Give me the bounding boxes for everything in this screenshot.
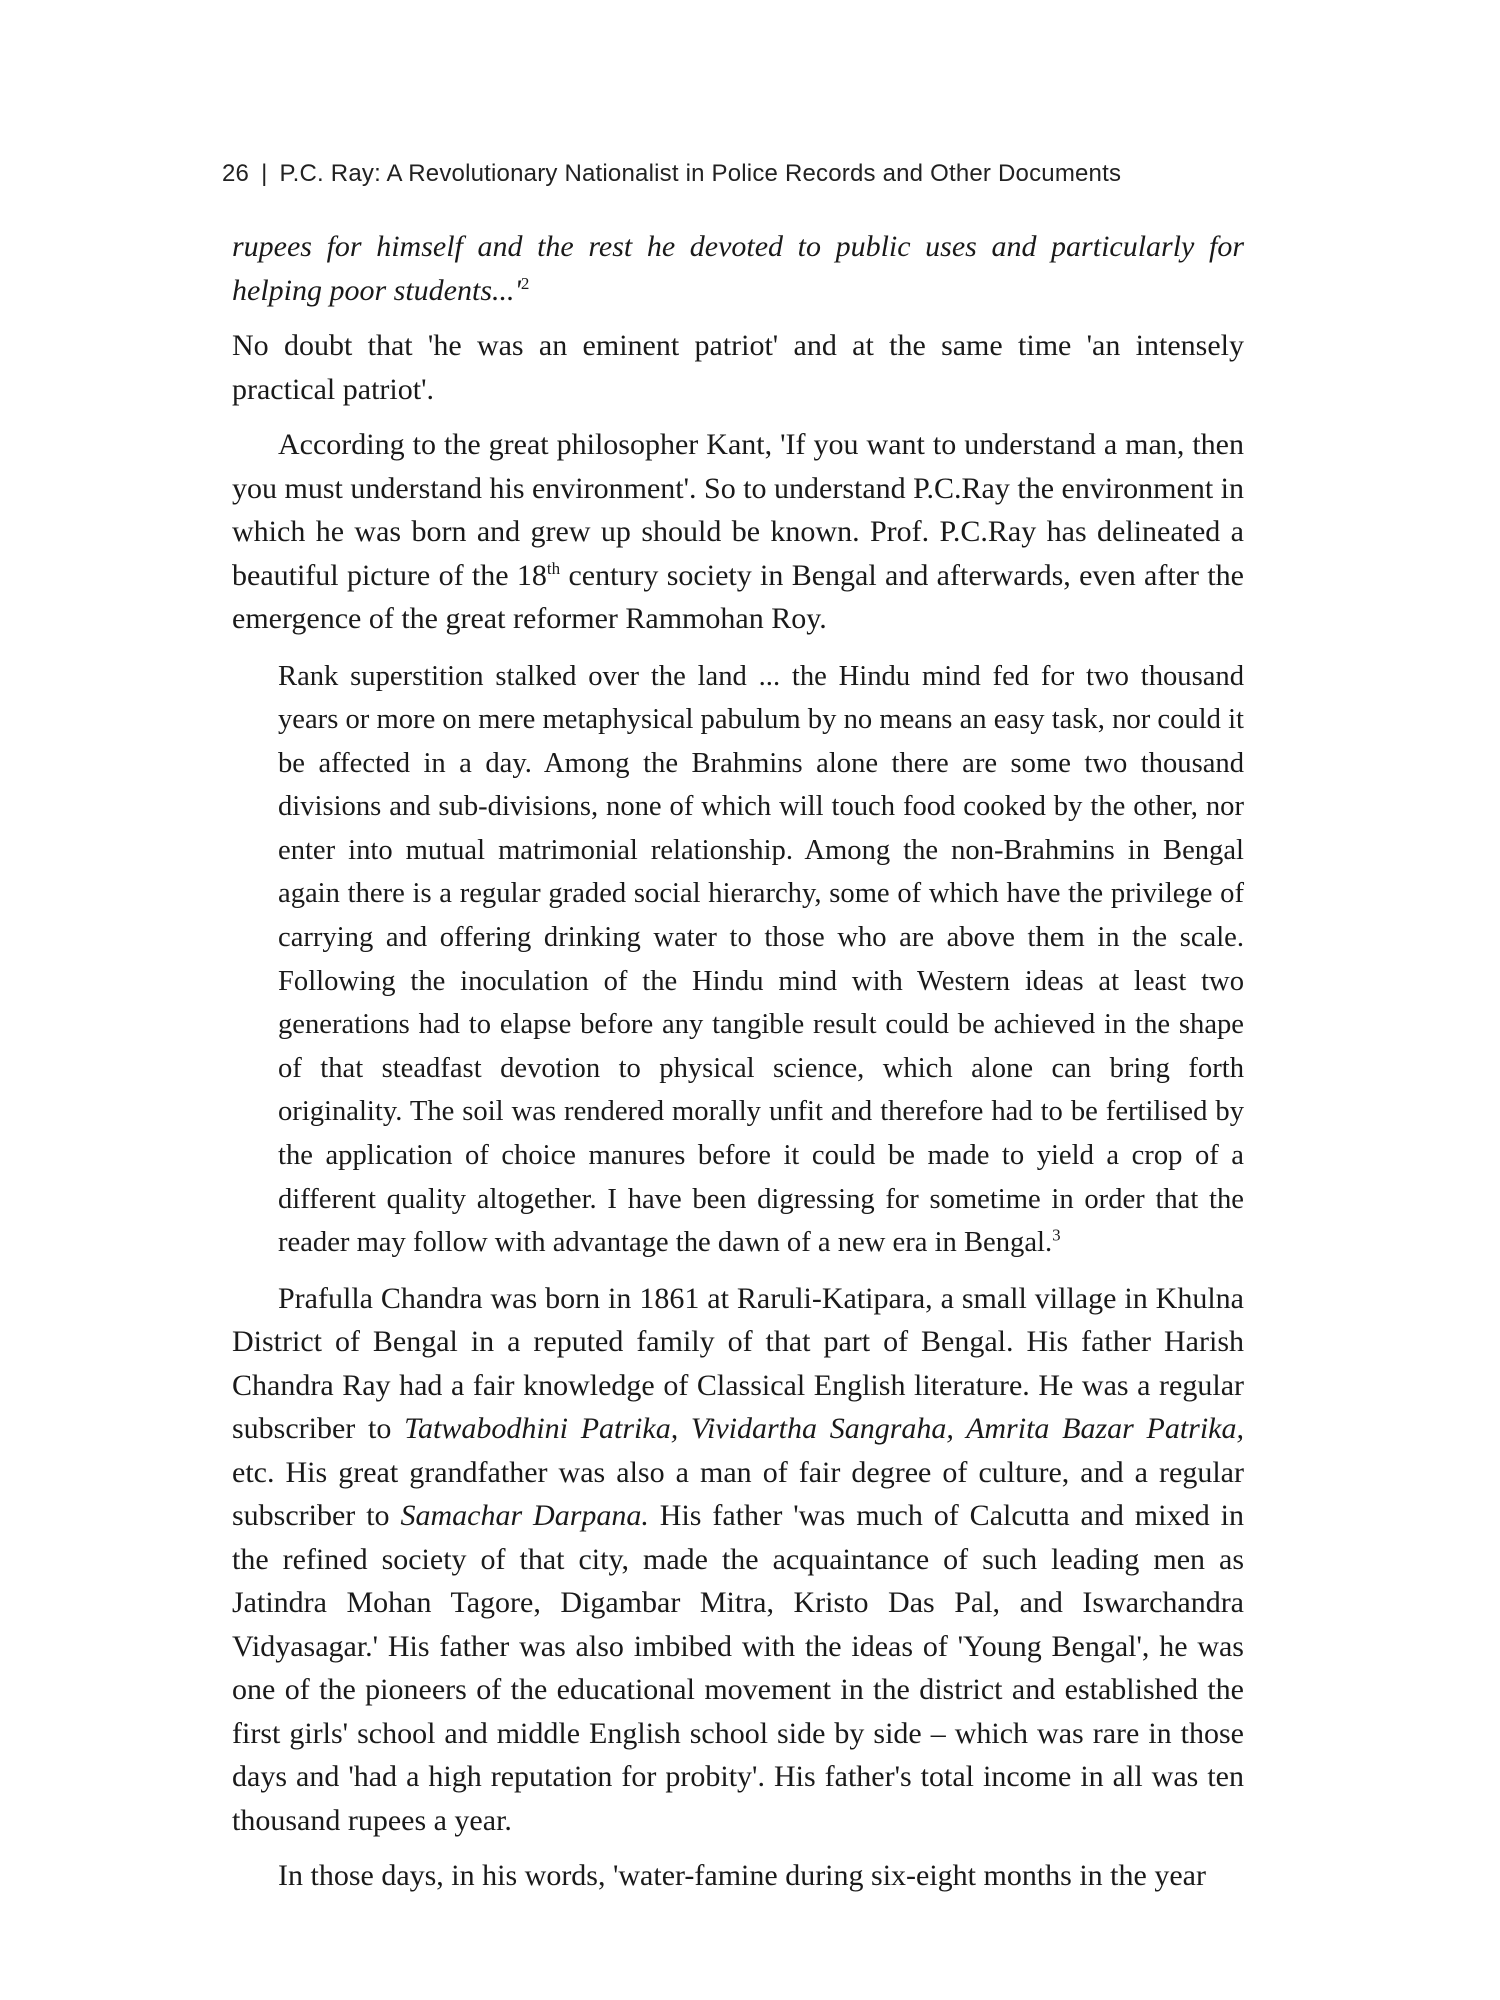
paragraph-birth: [232, 1277, 1244, 1843]
block-quote: [278, 655, 1244, 1265]
body-text: [232, 225, 1244, 1898]
birth-text-1: Prafulla Chandra was born in 1861 at Raruli-Katipara, a small village in Khulna District of Bengal in a reputed family of that part of Bengal. His father Harish Chandra Ray had a fair knowledge of Classical English literature. He was a regular subscriber to: [232, 1281, 1244, 1446]
paragraph-kant: [232, 423, 1244, 641]
block-quote-text: Rank superstition stalked over the land ... the Hindu mind fed for two thousand years or more on mere metaphysical pabulum by no means an easy task, nor could it be affected in a day. Among the Brahmins alone there are some two thousand divisions and sub-divisions, none of which will touch food cooked by the other, nor enter into mutual matrimonial relationship. Among the non-Brahmins in Bengal again there is a regular graded social hierarchy, some of which have the privilege of carrying and offering drinking water to those who are above them in the scale. Following the inoculation of the Hindu mind with Western ideas at least two generations had to elapse before any tangible result could be achieved in the shape of that steadfast devotion to physical science, which alone can bring forth originality. The soil was rendered morally unfit and therefore had to be fertilised by the application of choice manures before it could be made to yield a crop of a different quality altogether. I have been digressing for sometime in order that the reader may follow with advantage the dawn of a new era in Bengal.: [278, 660, 1244, 1259]
superscript-th: th: [546, 558, 561, 578]
running-head: [222, 160, 1242, 188]
paragraph-water-famine: In those days, in his words, 'water-famine during six-eight months in the year: [278, 1859, 1206, 1893]
page-number: 26: [222, 160, 250, 187]
italic-quote-text: rupees for himself and the rest he devoted to public uses and particularly for helping poor students...': [232, 230, 1244, 307]
running-head-title: P.C. Ray: A Revolutionary Nationalist in Police Records and Other Documents: [279, 160, 1122, 187]
footnote-ref-2: 2: [520, 273, 530, 293]
birth-text-3: His father 'was much of Calcutta and mixed in the refined society of that city, made the acquaintance of such leading men as Jatindra Mohan Tagore, Digambar Mitra, Kristo Das Pal, and Iswarchandra Vidyasagar.' His father was also imbibed with the ideas of 'Young Bengal', he was one of the pioneers of the educational movement in the district and established the first girls' school and middle English school side by side – which was rare in those days and 'had a high reputation for probity'. His father's total income in all was ten thousand rupees a year.: [232, 1499, 1245, 1837]
paragraph-kant-text-a: According to the great philosopher Kant, 'If you want to understand a man, then you must understand his environment'. So to understand P.C.Ray the environment in which he was born and grew up should be known. Prof. P.C.Ray has delineated a beautiful picture of the 18: [232, 428, 1244, 592]
birth-italic-samachar: Samachar Darpana.: [400, 1499, 649, 1533]
paragraph-patriot: No doubt that 'he was an eminent patriot' and at the same time 'an intensely practical patriot'.: [232, 329, 1244, 406]
paragraph-kant-text-b: century society in Bengal and afterwards, even after the emergence of the great reformer Rammohan Roy.: [232, 558, 1244, 635]
footnote-ref-3: 3: [1052, 1225, 1061, 1245]
birth-text-2: etc. His great grandfather was also a man of fair degree of culture, and a regular subscriber to: [232, 1455, 1244, 1533]
birth-italic-periodicals: Tatwabodhini Patrika, Vividartha Sangraha, Amrita Bazar Patrika,: [404, 1412, 1244, 1446]
running-head-separator: |: [261, 160, 268, 187]
paragraph-continued-quote: [232, 225, 1244, 312]
